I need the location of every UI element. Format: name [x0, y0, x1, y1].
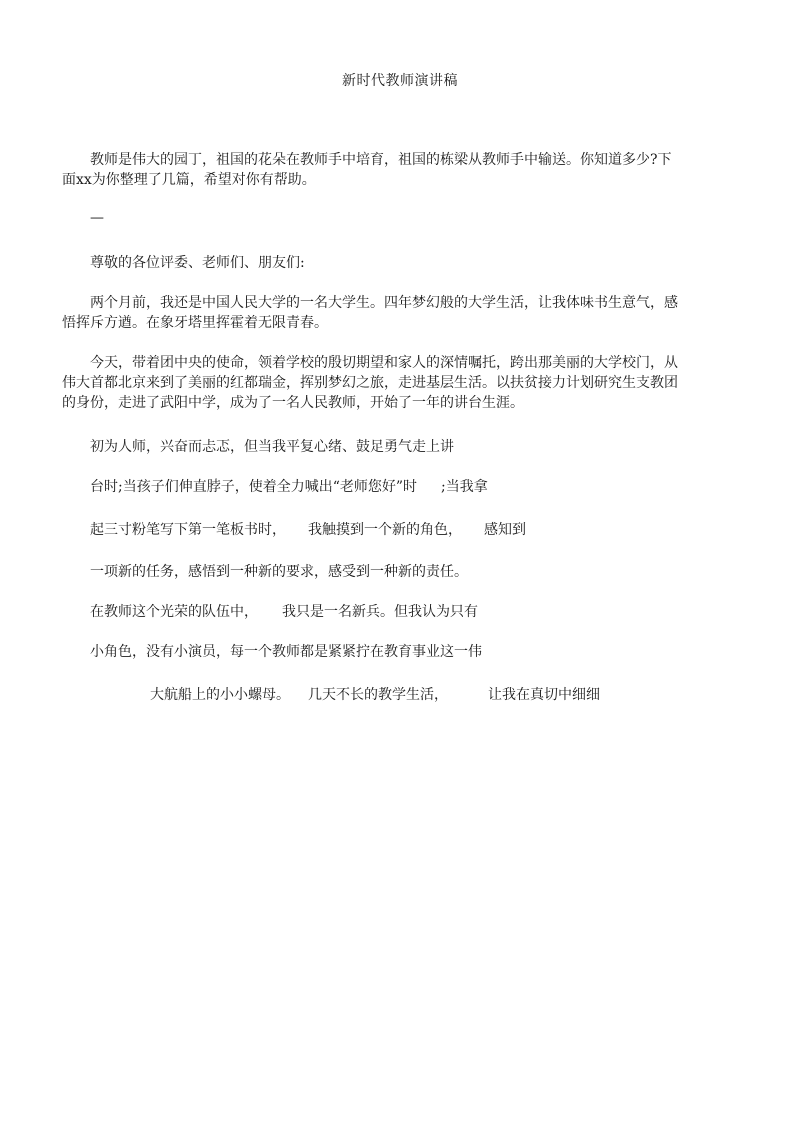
- paragraph-2: 今天，带着团中央的使命，领着学校的殷切期望和家人的深情嘱托，跨出那美丽的大学校门，从伟大首都北京来到了美丽的红都瑞金，挥别梦幻之旅，走进基层生活。以扶贫接力计划研究生支教团的身份，走进了武阳中学，成为了一名人民教师，开始了一年的讲台生涯。: [62, 355, 678, 411]
- line-c-part-3: 感知到: [484, 522, 526, 538]
- line-b-part-1: 台时;当孩子们伸直脖子，使着全力喊出“老师您好”时: [90, 479, 418, 495]
- line-g-part-3: 让我在真切中细细: [488, 687, 600, 703]
- line-b: [90, 477, 488, 497]
- line-g-part-2: 几天不长的教学生活，: [308, 687, 448, 703]
- line-e-part-2: 我只是一名新兵。但我认为只有: [282, 604, 478, 620]
- greeting: 尊敬的各位评委、老师们、朋友们:: [90, 255, 305, 271]
- line-g-part-1: 大航船上的小小螺母。: [150, 687, 290, 703]
- paragraph-1: 两个月前，我还是中国人民大学的一名大学生。四年梦幻般的大学生活，让我体味书生意气，感悟挥斥方遒。在象牙塔里挥霍着无限青春。: [62, 295, 678, 331]
- line-d: 一项新的任务，感悟到一种新的要求，感受到一种新的责任。: [90, 564, 468, 580]
- section-mark: —: [90, 210, 104, 226]
- line-f: 小角色，没有小演员，每一个教师都是紧紧拧在教育事业这一伟: [90, 644, 482, 660]
- line-g: [150, 685, 600, 705]
- line-a: 初为人师，兴奋而忐忑，但当我平复心绪、鼓足勇气走上讲: [90, 439, 454, 455]
- line-e: [90, 602, 478, 622]
- line-b-part-2: ;当我拿: [441, 479, 488, 495]
- line-c-part-1: 起三寸粉笔写下第一笔板书时，: [90, 522, 286, 538]
- intro-paragraph: 教师是伟大的园丁，祖国的花朵在教师手中培育，祖国的栋梁从教师手中输送。你知道多少?下面xx为你整理了几篇，希望对你有帮助。: [62, 152, 672, 188]
- line-e-part-1: 在教师这个光荣的队伍中，: [90, 604, 258, 620]
- line-c: [90, 520, 526, 540]
- document-title: 新时代教师演讲稿: [342, 73, 458, 89]
- line-c-part-2: 我触摸到一个新的角色，: [308, 522, 462, 538]
